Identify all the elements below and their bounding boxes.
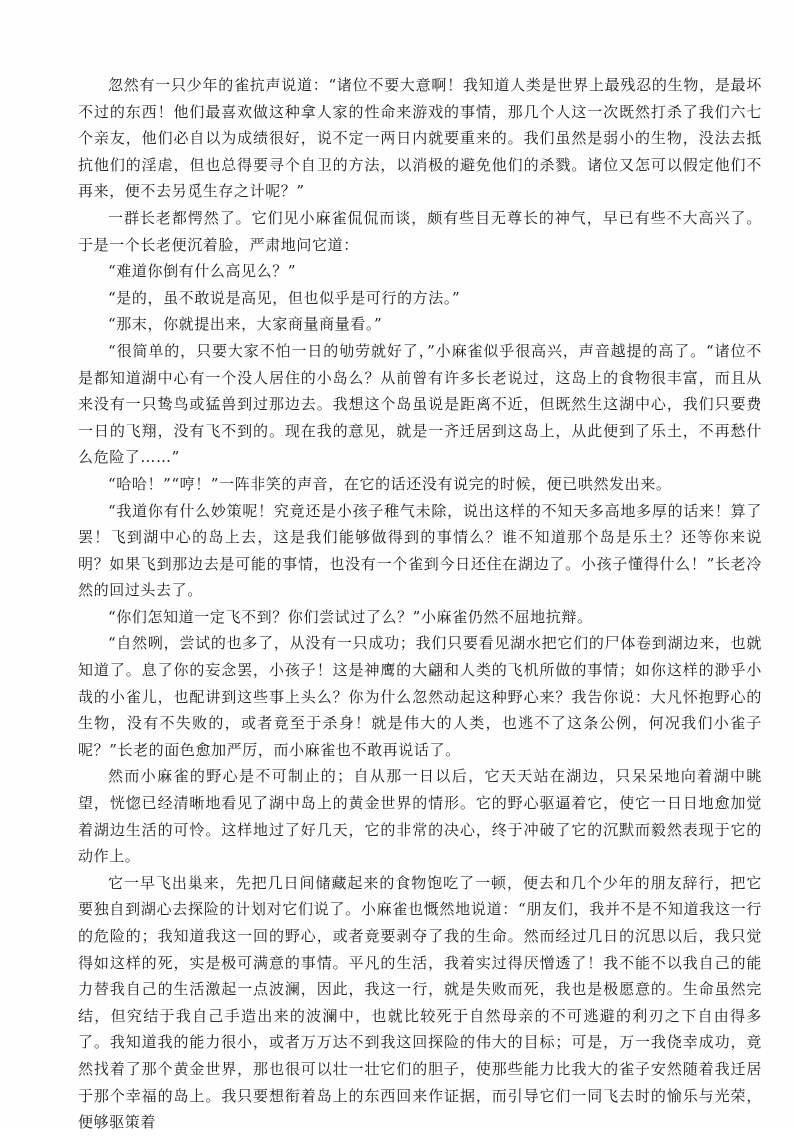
- paragraph: “很简单的，只要大家不怕一日的劬劳就好了，”小麻雀似乎很高兴，声音越提的高了。“诸位不是都知道湖中心有一个没人居住的小岛么？从前曾有许多长老说过，这岛上的食物很丰富，而且从来没有一只鸷鸟或猛兽到过那边去。我想这个岛虽说是距离不近，但既然生这湖中心，我们只要费一日的飞翔，没有飞不到的。现在我的意见，就是一齐迁居到这岛上，从此便到了乐土，不再愁什么危险了……”: [78, 341, 762, 467]
- paragraph: “是的，虽不敢说是高见，但也似乎是可行的方法。”: [108, 288, 461, 307]
- paragraph: “自然咧，尝试的也多了，从没有一只成功；我们只要看见湖水把它们的尸体卷到湖边来，也就知道了。息了你的妄念罢，小孩子！这是神鹰的大翩和人类的飞机所做的事情；如你这样的渺乎小哉的小雀儿，也配讲到这些事上头么？你为什么忽然动起这种野心来？我告你说：大凡怀抱野心的生物，没有不失败的，或者竟至于杀身！就是伟大的人类，也逃不了这条公例，何况我们小雀子呢？”长老的面色愈加严厉，而小麻雀也不敢再说话了。: [78, 634, 762, 759]
- paragraph: 然而小麻雀的野心是不可制止的；自从那一日以后，它天天站在湖边，只呆呆地向着湖中眺望，恍惚已经清晰地看见了湖中岛上的黄金世界的情形。它的野心驱逼着它，使它一日日地愈加觉着湖边生活的可怜。这样地过了好几天，它的非常的决心，终于冲破了它的沉默而毅然表现于它的动作上。: [78, 767, 762, 866]
- story-text-body: [78, 72, 762, 1136]
- paragraph: “我道你有什么妙策呢！究竟还是小孩子稚气未除，说出这样的不知天多高地多厚的话来！算了罢！飞到湖中心的岛上去，这是我们能够做得到的事情么？谁不知道那个岛是乐土？还等你来说明？如果飞到那边去是可能的事情，也没有一个雀到今日还住在湖边了。小孩子懂得什么！”长老冷然的回过头去了。: [78, 501, 762, 600]
- paragraph: 忽然有一只少年的雀抗声说道：“诸位不要大意啊！我知道人类是世界上最残忍的生物，是最坏不过的东西！他们最喜欢做这种拿人家的性命来游戏的事情，那几个人这一次既然打杀了我们六七个亲友，他们必自以为成绩很好，说不定一两日内就要重来的。我们虽然是弱小的生物，没法去抵抗他们的淫虐，但也总得要寻个自卫的方法，以消极的避免他们的杀戮。诸位又怎可以假定他们不再来，便不去另觅生存之计呢？”: [78, 76, 762, 201]
- paragraph: “那末，你就提出来，大家商量商量看。”: [108, 315, 383, 334]
- paragraph: 一群长老都愕然了。它们见小麻雀侃侃而谈，颇有些目无尊长的神气，早已有些不大高兴了。于是一个长老便沉着脸，严肃地问它道：: [78, 208, 762, 254]
- paragraph: “你们怎知道一定飞不到？你们尝试过了么？”小麻雀仍然不屈地抗辩。: [108, 607, 593, 626]
- paragraph: “难道你倒有什么高见么？”: [108, 262, 297, 281]
- paragraph: “哈哈！”“哼！”一阵非笑的声音，在它的话还没有说完的时候，便已哄然发出来。: [108, 474, 672, 493]
- paragraph: 它一早飞出巢来，先把几日间储藏起来的食物饱吃了一顿，便去和几个少年的朋友辞行，把它要独自到湖心去探险的计划对它们说了。小麻雀也慨然地说道：“朋友们，我并不是不知道我这一行的危险的；我知道我这一回的野心，或者竟要剥夺了我的生命。然而经过几日的沉思以后，我只觉得如这样的死，实是极可满意的事情。平凡的生活，我着实过得厌憎透了！我不能不以我自己的能力替我自己的生活激起一点波澜，因此，我这一行，就是失败而死，我也是极愿意的。生命虽然完结，但究结于我自己手造出来的波澜中，也就比较死于自然母亲的不可逃避的利刃之下自由得多了。我知道我的能力很小，或者万万达不到我这回探险的伟大的目标；可是，万一我侥幸成功，竟然找着了那个黄金世界，那也很可以壮一壮它们的胆子，使那些能力比我大的雀子安然随着我迁居于那个幸福的岛上。我只要想衔着岛上的东西回来作证据，而引导它们一同飞去时的愉乐与光荣，便够驱策着: [78, 873, 762, 1132]
